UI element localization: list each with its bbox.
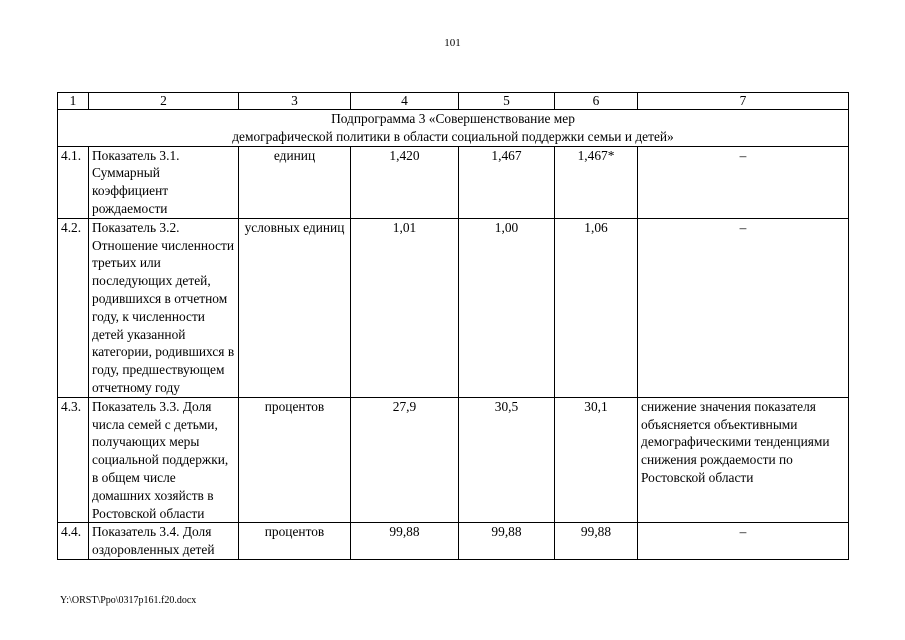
indicator-name: Показатель 3.2. Отношение численности третьих или последующих детей, родившихся в отчетном году, к численности детей указанной категории, родившихся в году, предшествующем отчетному году bbox=[89, 218, 239, 397]
footer-file-path: Y:\ORST\Ppo\0317p161.f20.docx bbox=[60, 595, 197, 606]
row-number: 4.2. bbox=[58, 218, 89, 397]
value-col-4: 27,9 bbox=[351, 397, 459, 523]
value-col-6: 1,467* bbox=[555, 146, 638, 218]
note: снижение значения показателя объясняется объективными демографическими тенденциями снижения рождаемости по Ростовской области bbox=[638, 397, 849, 523]
subprogram-line-2: демографической политики в области социальной поддержки семьи и детей» bbox=[232, 128, 674, 144]
subprogram-title bbox=[58, 110, 849, 147]
row-number: 4.1. bbox=[58, 146, 89, 218]
value-col-5: 99,88 bbox=[459, 523, 555, 560]
page-number: 101 bbox=[444, 37, 461, 49]
note: – bbox=[638, 218, 849, 397]
value-col-4: 1,420 bbox=[351, 146, 459, 218]
value-col-5: 1,00 bbox=[459, 218, 555, 397]
header-cell-1: 1 bbox=[58, 93, 89, 110]
indicator-name: Показатель 3.1. Суммарный коэффициент рождаемости bbox=[89, 146, 239, 218]
indicator-name: Показатель 3.3. Доля числа семей с детьми, получающих меры социальной поддержки, в общем числе домашних хозяйств в Ростовской области bbox=[89, 397, 239, 523]
note: – bbox=[638, 523, 849, 560]
header-cell-7: 7 bbox=[638, 93, 849, 110]
table-row bbox=[58, 218, 849, 397]
unit: процентов bbox=[239, 523, 351, 560]
header-row bbox=[58, 93, 849, 110]
value-col-4: 1,01 bbox=[351, 218, 459, 397]
header-cell-6: 6 bbox=[555, 93, 638, 110]
table-row bbox=[58, 397, 849, 523]
header-cell-2: 2 bbox=[89, 93, 239, 110]
unit: условных единиц bbox=[239, 218, 351, 397]
value-col-6: 30,1 bbox=[555, 397, 638, 523]
subprogram-row bbox=[58, 110, 849, 147]
unit: единиц bbox=[239, 146, 351, 218]
indicator-table bbox=[57, 92, 849, 560]
row-number: 4.4. bbox=[58, 523, 89, 560]
unit: процентов bbox=[239, 397, 351, 523]
subprogram-line-1: Подпрограмма 3 «Совершенствование мер bbox=[331, 111, 575, 126]
value-col-5: 1,467 bbox=[459, 146, 555, 218]
value-col-6: 1,06 bbox=[555, 218, 638, 397]
row-number: 4.3. bbox=[58, 397, 89, 523]
indicator-name: Показатель 3.4. Доля оздоровленных детей bbox=[89, 523, 239, 560]
header-cell-4: 4 bbox=[351, 93, 459, 110]
header-cell-5: 5 bbox=[459, 93, 555, 110]
value-col-5: 30,5 bbox=[459, 397, 555, 523]
value-col-4: 99,88 bbox=[351, 523, 459, 560]
value-col-6: 99,88 bbox=[555, 523, 638, 560]
table-row bbox=[58, 146, 849, 218]
table-row bbox=[58, 523, 849, 560]
header-cell-3: 3 bbox=[239, 93, 351, 110]
note: – bbox=[638, 146, 849, 218]
